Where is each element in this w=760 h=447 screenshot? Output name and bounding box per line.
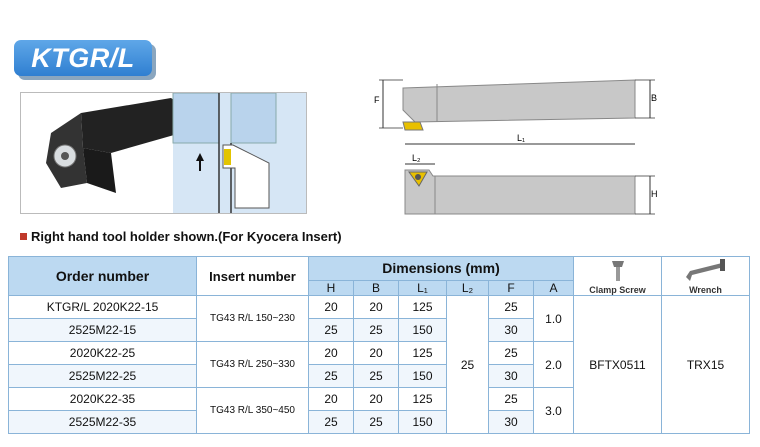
dim-col-b: B (354, 280, 399, 295)
l2-label: L₂ (412, 153, 421, 163)
top-view-insert (403, 122, 423, 130)
dim-col-f: F (489, 280, 534, 295)
dimension-drawing (365, 70, 665, 220)
order-cell: 2525M22-35 (9, 411, 197, 434)
dim-col-a: A (534, 280, 574, 295)
order-cell: 2020K22-25 (9, 342, 197, 365)
l1-cell: 150 (399, 319, 447, 342)
spec-table (8, 256, 750, 434)
holder-shank (81, 98, 181, 153)
f-cell: 25 (489, 388, 534, 411)
dim-col-h: H (309, 280, 354, 295)
l1-cell: 150 (399, 411, 447, 434)
f-cell: 30 (489, 411, 534, 434)
l1-cell: 125 (399, 388, 447, 411)
a-cell: 3.0 (534, 388, 574, 434)
h-cell: 25 (309, 411, 354, 434)
wrench-label: Wrench (689, 285, 722, 295)
f-cell: 25 (489, 296, 534, 319)
clamp-screw-icon (598, 257, 638, 283)
insert-tip (224, 149, 231, 165)
dimensions-header: Dimensions (mm) (309, 257, 574, 281)
wrench-cell: TRX15 (662, 296, 750, 434)
h-cell: 25 (309, 319, 354, 342)
title-badge (14, 40, 160, 80)
f-label: F (374, 95, 380, 105)
order-cell: 2525M22-15 (9, 319, 197, 342)
page-title: KTGR/L (14, 40, 152, 76)
dim-col-l2: L₂ (447, 280, 489, 295)
caption-text: Right hand tool holder shown.(For Kyocera Insert) (31, 229, 342, 244)
b-cell: 20 (354, 388, 399, 411)
order-cell: KTGR/L 2020K22-15 (9, 296, 197, 319)
product-photo (20, 92, 307, 214)
f-cell: 25 (489, 342, 534, 365)
insert-number-header: Insert number (197, 257, 309, 296)
order-cell: 2525M22-25 (9, 365, 197, 388)
wrench-header (662, 257, 750, 296)
b-label: B (651, 93, 658, 103)
workpiece-right (231, 93, 276, 143)
clamp-screw-label: Clamp Screw (589, 285, 646, 295)
holder-side (83, 148, 116, 193)
b-cell: 25 (354, 411, 399, 434)
h-cell: 20 (309, 388, 354, 411)
l1-cell: 125 (399, 342, 447, 365)
l1-label: L₁ (517, 133, 526, 143)
caption (20, 229, 342, 244)
tool-holder-illustration (21, 93, 306, 213)
insert-cell: TG43 R/L 150~230 (197, 296, 309, 342)
h-label: H (651, 189, 658, 199)
screw-icon (61, 152, 69, 160)
b-cell: 20 (354, 296, 399, 319)
order-cell: 2020K22-35 (9, 388, 197, 411)
b-cell: 20 (354, 342, 399, 365)
f-cell: 30 (489, 365, 534, 388)
dim-col-l1: L₁ (399, 280, 447, 295)
b-cell: 25 (354, 319, 399, 342)
h-cell: 20 (309, 296, 354, 319)
insert-cell: TG43 R/L 350~450 (197, 388, 309, 434)
l1-cell: 150 (399, 365, 447, 388)
clamp-cell: BFTX0511 (574, 296, 662, 434)
top-view-body (403, 80, 635, 122)
a-cell: 1.0 (534, 296, 574, 342)
bullet-square-icon (20, 233, 27, 240)
side-view-screw (415, 174, 421, 180)
order-number-header: Order number (9, 257, 197, 296)
side-view-body (405, 170, 635, 214)
b-cell: 25 (354, 365, 399, 388)
wrench-icon (676, 257, 736, 283)
table-row (9, 296, 750, 319)
a-cell: 2.0 (534, 342, 574, 388)
h-cell: 25 (309, 365, 354, 388)
insert-cell: TG43 R/L 250~330 (197, 342, 309, 388)
h-cell: 20 (309, 342, 354, 365)
l2-cell: 25 (447, 296, 489, 434)
f-cell: 30 (489, 319, 534, 342)
technical-drawing (365, 70, 665, 220)
l1-cell: 125 (399, 296, 447, 319)
workpiece-left (173, 93, 219, 143)
clamp-screw-header (574, 257, 662, 296)
